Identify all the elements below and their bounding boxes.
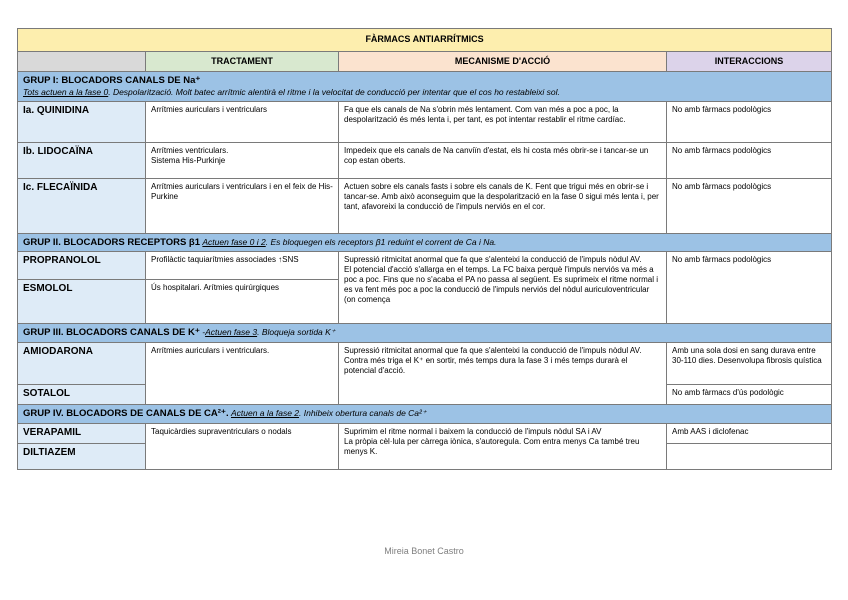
group-4-mecanisme-2: La pròpia cèl·lula per càrrega iònica, s'autoregula. Com entra menys Ca també treu menys K. <box>344 436 640 456</box>
group-3-desc: . Bloqueja sortida K⁺ <box>257 327 336 338</box>
drug-diltiazem: DILTIAZEM <box>18 443 146 469</box>
drug-verapamil: VERAPAMIL <box>18 423 146 443</box>
drug-lidocaina: Ib. LIDOCAÏNA <box>18 142 146 178</box>
flecainida-tractament: Arrítmies auriculars i ventriculars i en el feix de His-Purkine <box>146 178 339 233</box>
drug-amiodarona: AMIODARONA <box>18 343 146 385</box>
group-3-title: GRUP III. BLOCADORS CANALS DE K⁺ <box>23 327 200 339</box>
group-4-mecanisme <box>339 423 667 469</box>
diltiazem-interaccions <box>667 443 832 469</box>
lidocaina-mecanisme: Impedeix que els canals de Na canviïn d'estat, els hi costa més obrir-se i tancar-se un cop estan oberts. <box>339 142 667 178</box>
lidocaina-tractament <box>146 142 339 178</box>
header-tractament: TRACTAMENT <box>146 52 339 72</box>
lidocaina-interaccions: No amb fàrmacs podològics <box>667 142 832 178</box>
group-4-phase: Actuen a la fase 2 <box>230 407 300 418</box>
group-3-mecanisme-1: Supressió ritmicitat anormal que fa que s'alenteixi la conducció de l'impuls nòdul AV. <box>344 346 642 356</box>
amiodarona-interaccions: Amb una sola dosi en sang durava entre 30-110 dies. Desenvolupa fibrosis quística <box>667 343 832 385</box>
group-1-title: GRUP I: BLOCADORS CANALS DE Na⁺ <box>23 75 201 86</box>
group-2-phase: Actuen fase 0 i 2 <box>202 236 266 247</box>
drug-flecainida: Ic. FLECAÏNIDA <box>18 178 146 233</box>
group-4-tractament: Taquicàrdies supraventriculars o nodals <box>146 423 339 469</box>
verapamil-interaccions: Amb AAS i diclofenac <box>667 423 832 443</box>
group-1-header <box>18 72 832 102</box>
group-1-phase: Tots actuen a la fase 0 <box>23 86 109 97</box>
lidocaina-tractament-2: Sistema His-Purkinje <box>151 155 226 165</box>
drug-propranolol: PROPRANOLOL <box>18 252 146 280</box>
propranolol-tractament: Profilàctic taquiarítmies associades ↑SNS <box>146 252 339 280</box>
table-title: FÀRMACS ANTIARRÍTMICS <box>18 29 832 52</box>
flecainida-mecanisme: Actuen sobre els canals fasts i sobre els canals de K. Fent que trigui més en obrir-se i tancar-se. Amb això aconseguim que la despolarització en la fase 0 sigui més lenta i, per tant, afavoreixi la conducció de l'impuls nerviós en el cor. <box>339 178 667 233</box>
group-4-title: GRUP IV. BLOCADORS DE CANALS DE CA²⁺. <box>23 407 229 419</box>
drug-sotalol: SOTALOL <box>18 385 146 405</box>
drug-quinidina: Ia. QUINIDINA <box>18 101 146 142</box>
header-blank <box>18 52 146 72</box>
group-3-header <box>18 324 832 343</box>
group-2-title: GRUP II. BLOCADORS RECEPTORS β1 <box>23 236 201 248</box>
drug-esmolol: ESMOLOL <box>18 280 146 324</box>
group-4-header <box>18 404 832 423</box>
group-2-header <box>18 233 832 252</box>
esmolol-tractament: Ús hospitalari. Arítmies quirúrgiques <box>146 280 339 324</box>
group-2-mecanisme-2: El potencial d'acció s'allarga en el temps. La FC baixa perquè l'impuls nerviós va més a poc a poc. Fins que no s'acaba el PA no passa al següent. Es suprimeix el ritme normal i es va fent més poc a poc la conducció de l'impuls nerviós del nòdul auriculoventricular (on comença <box>344 265 658 305</box>
quinidina-tractament: Arrítmies auriculars i ventriculars <box>146 101 339 142</box>
group-4-mecanisme-1: Suprimim el ritme normal i baixem la conducció de l'impuls nòdul SA i AV <box>344 426 602 436</box>
flecainida-interaccions: No amb fàrmacs podològics <box>667 178 832 233</box>
antiarrhythmic-table <box>17 28 832 470</box>
header-mecanisme: MECANISME D'ACCIÓ <box>339 52 667 72</box>
group-2-mecanisme <box>339 252 667 324</box>
header-interaccions: INTERACCIONS <box>667 52 832 72</box>
quinidina-mecanisme: Fa que els canals de Na s'obrin més lentament. Com van més a poc a poc, la despolarització és més lenta i, per tant, es pot intentar restablir el ritme cardíac. <box>339 101 667 142</box>
group-3-mecanisme <box>339 343 667 405</box>
group-3-mecanisme-2: Contra més triga el K⁺ en sortir, més temps dura la fase 3 i més temps durarà el potencial d'acció. <box>344 356 628 376</box>
group-2-mecanisme-1: Supressió ritmicitat anormal que fa que s'alenteixi la conducció de l'impuls nòdul AV. <box>344 255 642 265</box>
group-4-desc: . Inhibeix obertura canals de Ca²⁺ <box>299 407 427 418</box>
lidocaina-tractament-1: Arrítmies ventriculars. <box>151 145 229 155</box>
author-footer: Mireia Bonet Castro <box>384 546 464 556</box>
group-3-phase: Actuen fase 3 <box>205 327 258 338</box>
group-1-desc: . Despolarització. Molt batec arrítmic alentirà el ritme i la velocitat de conducció per intentar que el cos ho restableixi sol. <box>108 86 560 97</box>
quinidina-interaccions: No amb fàrmacs podològics <box>667 101 832 142</box>
group-3-tractament: Arrítmies auriculars i ventriculars. <box>146 343 339 405</box>
group-2-interaccions: No amb fàrmacs podològics <box>667 252 832 324</box>
group-2-desc: . Es bloquegen els receptors β1 reduint el corrent de Ca i Na. <box>265 236 497 247</box>
sotalol-interaccions: No amb fàrmacs d'ús podològic <box>667 385 832 405</box>
group-3-prefix: - <box>199 327 206 338</box>
